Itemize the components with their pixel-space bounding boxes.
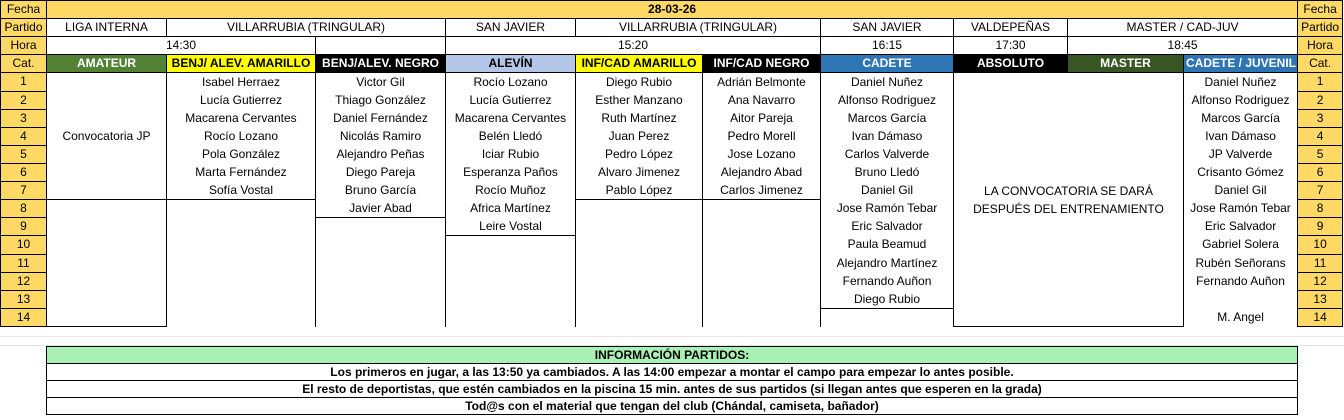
- match-3[interactable]: SAN JAVIER: [446, 19, 576, 37]
- roster-infcad_negro[interactable]: [703, 218, 821, 236]
- roster-cadete[interactable]: Alejandro Martínez: [821, 254, 954, 272]
- row-number[interactable]: 2: [1, 91, 47, 109]
- roster-benj_alev_amarillo[interactable]: Marta Fernández: [167, 163, 316, 181]
- roster-cadete_juvenil[interactable]: M. Angel: [1184, 308, 1298, 326]
- roster-infcad_amarillo[interactable]: [576, 290, 703, 308]
- row-number[interactable]: 12: [1, 272, 47, 290]
- roster-infcad_negro[interactable]: Jose Lozano: [703, 145, 821, 163]
- roster-benj_alev_negro[interactable]: Thiago González: [316, 91, 446, 109]
- roster-benj_alev_negro[interactable]: [316, 236, 446, 254]
- category-header-3[interactable]: BENJ/ALEV. NEGRO: [316, 55, 446, 73]
- roster-cadete[interactable]: Eric Salvador: [821, 218, 954, 236]
- label-hora-right[interactable]: Hora: [1298, 37, 1343, 55]
- roster-benj_alev_amarillo[interactable]: [167, 254, 316, 272]
- roster-infcad_amarillo[interactable]: Esther Manzano: [576, 91, 703, 109]
- roster-cadete[interactable]: Paula Beamud: [821, 236, 954, 254]
- roster-cadete_juvenil[interactable]: Rubén Señorans: [1184, 254, 1298, 272]
- row-number-right[interactable]: 9: [1298, 218, 1343, 236]
- roster-cadete_juvenil[interactable]: Fernando Auñon: [1184, 272, 1298, 290]
- roster-benj_alev_negro[interactable]: Alejandro Peñas: [316, 145, 446, 163]
- time-3[interactable]: 16:15: [821, 37, 954, 55]
- roster-cadete_juvenil[interactable]: Alfonso Rodriguez: [1184, 91, 1298, 109]
- roster-benj_alev_negro[interactable]: [316, 290, 446, 308]
- info-title[interactable]: INFORMACIÓN PARTIDOS:: [47, 347, 1298, 364]
- roster-alevin[interactable]: Belén Lledó: [446, 127, 576, 145]
- roster-cadete[interactable]: Daniel Gil: [821, 182, 954, 200]
- roster-alevin[interactable]: [446, 308, 576, 326]
- roster-infcad_negro[interactable]: [703, 308, 821, 326]
- label-partido[interactable]: Partido: [1, 19, 47, 37]
- roster-alevin[interactable]: [446, 290, 576, 308]
- roster-cadete[interactable]: [821, 308, 954, 326]
- roster-alevin[interactable]: Rocío Lozano: [446, 73, 576, 91]
- roster-benj_alev_amarillo[interactable]: [167, 290, 316, 308]
- category-header-4[interactable]: ALEVÍN: [446, 55, 576, 73]
- time-empty[interactable]: [316, 37, 446, 55]
- roster-infcad_negro[interactable]: [703, 236, 821, 254]
- category-header-7[interactable]: CADETE: [821, 55, 954, 73]
- label-cat-right[interactable]: Cat.: [1298, 55, 1343, 73]
- label-fecha-right[interactable]: Fecha: [1298, 1, 1343, 19]
- info-panel: [46, 346, 1298, 415]
- amateur-empty[interactable]: [47, 200, 167, 327]
- info-line-3[interactable]: Tod@s con el material que tengan del club (Chándal, camiseta, bañador): [47, 398, 1298, 415]
- match-6[interactable]: VALDEPEÑAS: [954, 19, 1068, 37]
- roster-benj_alev_amarillo[interactable]: [167, 236, 316, 254]
- row-number[interactable]: 7: [1, 182, 47, 200]
- roster-cadete_juvenil[interactable]: [1184, 290, 1298, 308]
- roster-alevin[interactable]: [446, 272, 576, 290]
- roster-alevin[interactable]: Africa Martínez: [446, 200, 576, 218]
- roster-cadete[interactable]: Diego Rubio: [821, 290, 954, 308]
- roster-infcad_negro[interactable]: [703, 254, 821, 272]
- roster-infcad_amarillo[interactable]: [576, 308, 703, 326]
- roster-benj_alev_amarillo[interactable]: Macarena Cervantes: [167, 109, 316, 127]
- row-number-right[interactable]: 2: [1298, 91, 1343, 109]
- roster-benj_alev_negro[interactable]: [316, 272, 446, 290]
- roster-alevin[interactable]: Leire Vostal: [446, 218, 576, 236]
- match-5[interactable]: SAN JAVIER: [821, 19, 954, 37]
- roster-alevin[interactable]: Lucía Gutierrez: [446, 91, 576, 109]
- row-number-right[interactable]: 14: [1298, 308, 1343, 326]
- row-number[interactable]: 6: [1, 163, 47, 181]
- match-1[interactable]: LIGA INTERNA: [47, 19, 167, 37]
- roster-infcad_negro[interactable]: Pedro Morell: [703, 127, 821, 145]
- row-number[interactable]: 8: [1, 200, 47, 218]
- roster-benj_alev_amarillo[interactable]: Isabel Herraez: [167, 73, 316, 91]
- info-line-2[interactable]: El resto de deportistas, que estén cambiados en la piscina 15 min. antes de sus partidos (si llegan antes que esperen en la grada): [47, 381, 1298, 398]
- row-number-right[interactable]: 7: [1298, 182, 1343, 200]
- match-7[interactable]: MASTER / CAD-JUV: [1068, 19, 1298, 37]
- row-number-right[interactable]: 12: [1298, 272, 1343, 290]
- row-number-right[interactable]: 11: [1298, 254, 1343, 272]
- roster-benj_alev_amarillo[interactable]: [167, 200, 316, 218]
- roster-benj_alev_amarillo[interactable]: Lucía Gutierrez: [167, 91, 316, 109]
- roster-infcad_negro[interactable]: Carlos Jimenez: [703, 182, 821, 200]
- roster-infcad_negro[interactable]: Ana Navarro: [703, 91, 821, 109]
- category-header-10[interactable]: CADETE / JUVENIL: [1184, 55, 1298, 73]
- roster-infcad_amarillo[interactable]: Ruth Martínez: [576, 109, 703, 127]
- roster-cadete_juvenil[interactable]: Gabriel Solera: [1184, 236, 1298, 254]
- row-number[interactable]: 13: [1, 290, 47, 308]
- category-header-1[interactable]: AMATEUR: [47, 55, 167, 73]
- row-number[interactable]: 5: [1, 145, 47, 163]
- roster-infcad_amarillo[interactable]: [576, 254, 703, 272]
- roster-cadete_juvenil[interactable]: Daniel Nuñez: [1184, 73, 1298, 91]
- match-date[interactable]: 28-03-26: [47, 1, 1298, 19]
- roster-infcad_amarillo[interactable]: Alvaro Jimenez: [576, 163, 703, 181]
- roster-cadete[interactable]: Fernando Auñon: [821, 272, 954, 290]
- roster-alevin[interactable]: Iciar Rubio: [446, 145, 576, 163]
- match-2[interactable]: VILLARRUBIA (TRINGULAR): [167, 19, 446, 37]
- roster-benj_alev_amarillo[interactable]: Pola González: [167, 145, 316, 163]
- roster-alevin[interactable]: [446, 236, 576, 254]
- roster-infcad_negro[interactable]: [703, 200, 821, 218]
- roster-infcad_negro[interactable]: Aitor Pareja: [703, 109, 821, 127]
- roster-alevin[interactable]: [446, 254, 576, 272]
- label-fecha[interactable]: Fecha: [1, 1, 47, 19]
- row-number-right[interactable]: 5: [1298, 145, 1343, 163]
- time-4[interactable]: 17:30: [954, 37, 1068, 55]
- roster-infcad_amarillo[interactable]: [576, 218, 703, 236]
- roster-benj_alev_amarillo[interactable]: [167, 308, 316, 326]
- roster-infcad_amarillo[interactable]: Diego Rubio: [576, 73, 703, 91]
- row-number-right[interactable]: 8: [1298, 200, 1343, 218]
- roster-benj_alev_amarillo[interactable]: Rocío Lozano: [167, 127, 316, 145]
- roster-cadete[interactable]: Ivan Dámaso: [821, 127, 954, 145]
- roster-infcad_amarillo[interactable]: Juan Perez: [576, 127, 703, 145]
- roster-benj_alev_negro[interactable]: Bruno García: [316, 182, 446, 200]
- label-hora[interactable]: Hora: [1, 37, 47, 55]
- row-number[interactable]: 4: [1, 127, 47, 145]
- roster-cadete_juvenil[interactable]: JP Valverde: [1184, 145, 1298, 163]
- roster-cadete[interactable]: Bruno Lledó: [821, 163, 954, 181]
- amateur-note[interactable]: Convocatoria JP: [47, 73, 167, 200]
- category-header-2[interactable]: BENJ/ ALEV. AMARILLO: [167, 55, 316, 73]
- match-4[interactable]: VILLARRUBIA (TRINGULAR): [576, 19, 821, 37]
- roster-benj_alev_negro[interactable]: [316, 254, 446, 272]
- roster-benj_alev_negro[interactable]: [316, 218, 446, 236]
- time-1[interactable]: 14:30: [47, 37, 316, 55]
- roster-infcad_negro[interactable]: Alejandro Abad: [703, 163, 821, 181]
- roster-infcad_negro[interactable]: [703, 290, 821, 308]
- roster-cadete[interactable]: Carlos Valverde: [821, 145, 954, 163]
- row-number-right[interactable]: 4: [1298, 127, 1343, 145]
- time-5[interactable]: 18:45: [1068, 37, 1298, 55]
- label-partido-right[interactable]: Partido: [1298, 19, 1343, 37]
- roster-benj_alev_amarillo[interactable]: Sofía Vostal: [167, 182, 316, 200]
- category-header-8[interactable]: ABSOLUTO: [954, 55, 1068, 73]
- row-number-right[interactable]: 3: [1298, 109, 1343, 127]
- info-line-1[interactable]: Los primeros en jugar, a las 13:50 ya cambiados. A las 14:00 empezar a montar el campo para empezar lo antes posible.: [47, 364, 1298, 381]
- absoluto-master-note[interactable]: LA CONVOCATORIA SE DARÁ DESPUÉS DEL ENTRENAMIENTO: [954, 73, 1184, 327]
- row-number[interactable]: 9: [1, 218, 47, 236]
- roster-benj_alev_negro[interactable]: Victor Gil: [316, 73, 446, 91]
- row-number-right[interactable]: 6: [1298, 163, 1343, 181]
- roster-cadete_juvenil[interactable]: Marcos García: [1184, 109, 1298, 127]
- roster-benj_alev_amarillo[interactable]: [167, 272, 316, 290]
- row-number-right[interactable]: 1: [1298, 73, 1343, 91]
- roster-infcad_amarillo[interactable]: [576, 200, 703, 218]
- roster-infcad_amarillo[interactable]: [576, 272, 703, 290]
- roster-infcad_amarillo[interactable]: Pedro López: [576, 145, 703, 163]
- roster-infcad_amarillo[interactable]: Pablo López: [576, 182, 703, 200]
- roster-benj_alev_negro[interactable]: Diego Pareja: [316, 163, 446, 181]
- category-header-9[interactable]: MASTER: [1068, 55, 1184, 73]
- roster-infcad_amarillo[interactable]: [576, 236, 703, 254]
- roster-benj_alev_amarillo[interactable]: [167, 218, 316, 236]
- row-number-right[interactable]: 10: [1298, 236, 1343, 254]
- roster-benj_alev_negro[interactable]: Daniel Fernández: [316, 109, 446, 127]
- time-2[interactable]: 15:20: [446, 37, 821, 55]
- row-number[interactable]: 3: [1, 109, 47, 127]
- roster-cadete_juvenil[interactable]: Eric Salvador: [1184, 218, 1298, 236]
- row-number[interactable]: 11: [1, 254, 47, 272]
- roster-alevin[interactable]: Esperanza Paños: [446, 163, 576, 181]
- roster-infcad_negro[interactable]: [703, 272, 821, 290]
- roster-infcad_negro[interactable]: Adrián Belmonte: [703, 73, 821, 91]
- roster-cadete_juvenil[interactable]: Ivan Dámaso: [1184, 127, 1298, 145]
- roster-benj_alev_negro[interactable]: Javier Abad: [316, 200, 446, 218]
- row-number[interactable]: 10: [1, 236, 47, 254]
- row-number-right[interactable]: 13: [1298, 290, 1343, 308]
- roster-cadete[interactable]: Marcos García: [821, 109, 954, 127]
- row-number[interactable]: 14: [1, 308, 47, 326]
- roster-benj_alev_negro[interactable]: [316, 308, 446, 326]
- roster-cadete[interactable]: Jose Ramón Tebar: [821, 200, 954, 218]
- category-header-5[interactable]: INF/CAD AMARILLO: [576, 55, 703, 73]
- roster-cadete_juvenil[interactable]: Crisanto Gómez: [1184, 163, 1298, 181]
- row-number[interactable]: 1: [1, 73, 47, 91]
- roster-cadete_juvenil[interactable]: Daniel Gil: [1184, 182, 1298, 200]
- roster-alevin[interactable]: Macarena Cervantes: [446, 109, 576, 127]
- roster-cadete[interactable]: Alfonso Rodriguez: [821, 91, 954, 109]
- category-header-6[interactable]: INF/CAD NEGRO: [703, 55, 821, 73]
- roster-alevin[interactable]: Rocío Muñoz: [446, 182, 576, 200]
- roster-benj_alev_negro[interactable]: Nicolás Ramiro: [316, 127, 446, 145]
- roster-cadete[interactable]: Daniel Nuñez: [821, 73, 954, 91]
- label-cat[interactable]: Cat.: [1, 55, 47, 73]
- roster-cadete_juvenil[interactable]: Jose Ramón Tebar: [1184, 200, 1298, 218]
